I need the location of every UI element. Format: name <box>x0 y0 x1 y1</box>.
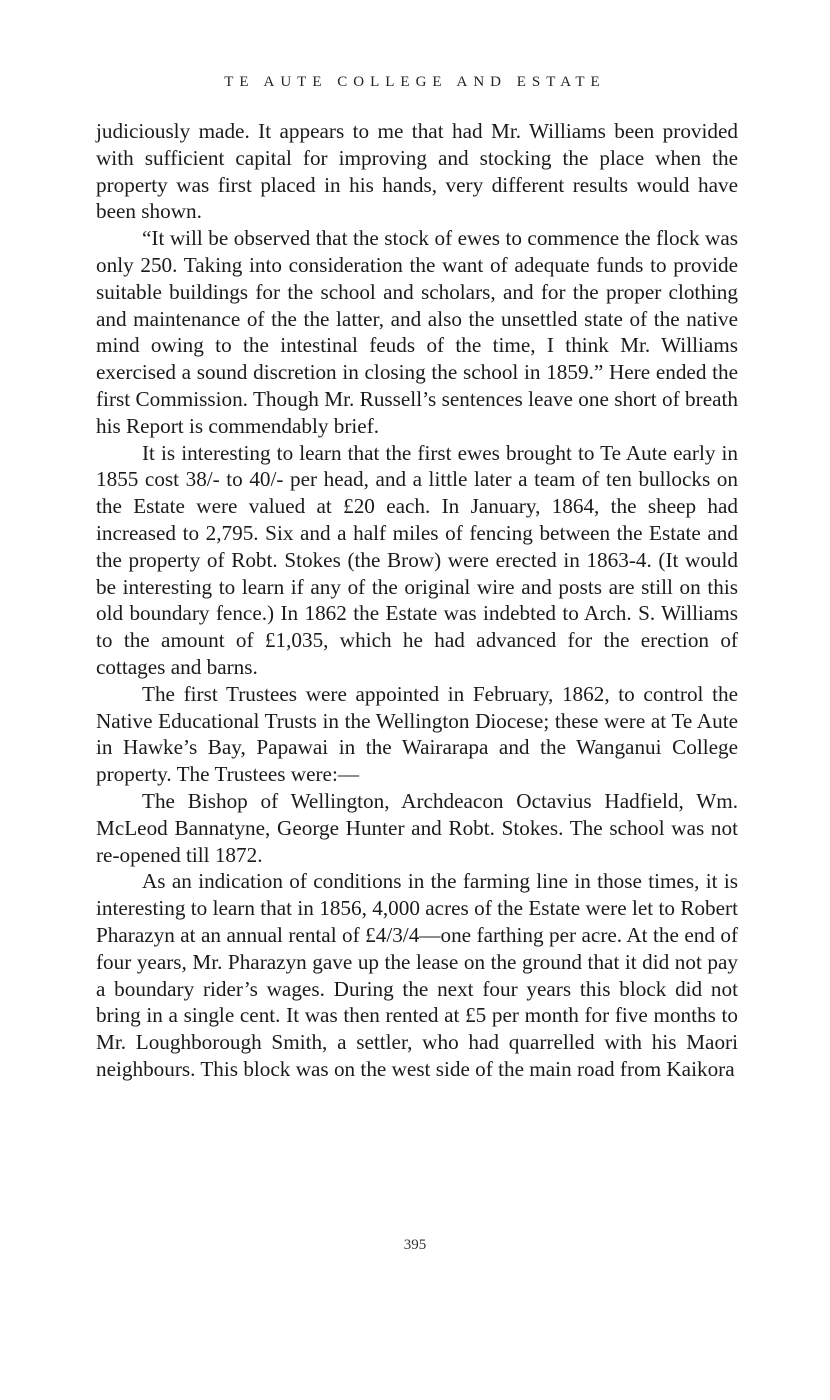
running-head: TE AUTE COLLEGE AND ESTATE <box>224 74 606 90</box>
paragraph-trustee-names: The Bishop of Wellington, Archdeacon Octavius Hadfield, Wm. McLeod Bannatyne, George Hunter and Robt. Stokes. The school was not re-opened till 1872. <box>96 788 738 867</box>
paragraph-continuation: judiciously made. It appears to me that had Mr. Williams been provided with sufficient capital for improving and stocking the place when the property was first placed in his hands, very different results would have been shown. <box>96 119 738 224</box>
paragraph-ewes-and-fencing: It is interesting to learn that the first ewes brought to Te Aute early in 1855 cost 38/- to 40/- per head, and a little later a team of ten bullocks on the Estate were valued at £20 each. In January, 1864, the sheep had increased to 2,795. Six and a half miles of fencing between the Estate and the property of Robt. Stokes (the Brow) were erected in 1863-4. (It would be interesting to learn if any of the original wire and posts are still on this old boundary fence.) In 1862 the Estate was indebted to Arch. S. Williams to the amount of £1,035, which he had advanced for the erection of cottages and barns. <box>96 440 738 679</box>
paragraph-farming-conditions: As an indication of conditions in the farming line in those times, it is interesting to learn that in 1856, 4,000 acres of the Estate were let to Robert Pharazyn at an annual rental of £4/3/4—one farthing per acre. At the end of four years, Mr. Pharazyn gave up the lease on the ground that it did not pay a boundary rider’s wages. During the next four years this block did not bring in a single cent. It was then rented at £5 per month for five months to Mr. Loughborough Smith, a settler, who had quarrelled with his Maori neighbours. This block was on the west side of the main road from Kaikora <box>96 869 738 1081</box>
paragraph-commission-quote: “It will be observed that the stock of ewes to commence the flock was only 250. Taking into consideration the want of adequate funds to provide suitable buildings for the school and scholars, and for the proper clothing and maintenance of the the latter, and also the unsettled state of the native mind owing to the intestinal feuds of the time, I think Mr. Williams exercised a sound discretion in closing the school in 1859.” Here ended the first Commission. Though Mr. Russell’s sentences leave one short of breath his Report is commendably brief. <box>96 226 738 438</box>
paragraph-first-trustees: The first Trustees were appointed in February, 1862, to control the Native Educational Trusts in the Wellington Diocese; these were at Te Aute in Hawke’s Bay, Papawai in the Wairarapa and the Wanganui College property. The Trustees were:— <box>96 681 738 787</box>
page-number: 395 <box>403 1237 427 1253</box>
body-text <box>96 118 738 1083</box>
